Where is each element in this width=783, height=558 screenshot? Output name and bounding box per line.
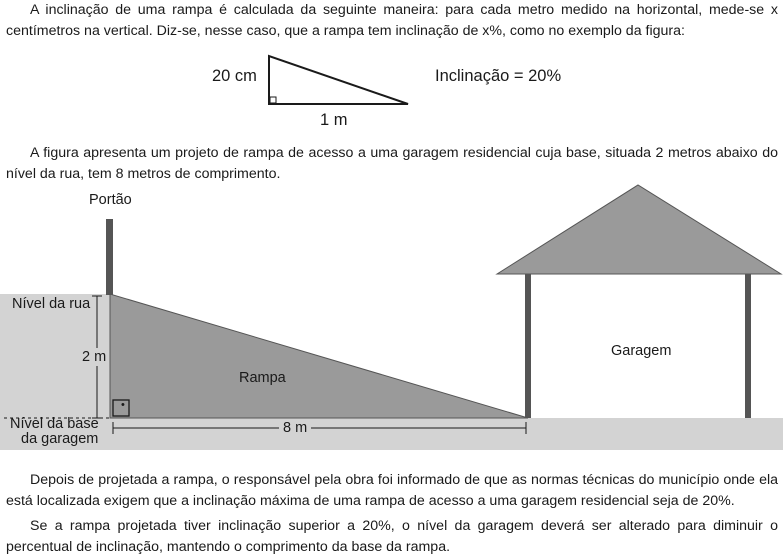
norms-paragraph: Depois de projetada a rampa, o responsável pela obra foi informado de que as normas técnicas do município onde ela está localizada exigem que a inclinação máxima de uma rampa de acesso a uma garagem residencial seja de 20%. (6, 472, 778, 509)
base-length-label: 8 m (283, 420, 308, 436)
street-level-label: Nível da rua (12, 296, 91, 312)
gate-post (106, 219, 113, 295)
height-label: 2 m (82, 349, 107, 365)
garage-floor (0, 418, 783, 450)
example-caption: Inclinação = 20% (435, 67, 562, 85)
ramp-triangle (110, 294, 528, 418)
right-angle-dot: • (121, 399, 125, 411)
garage-label: Garagem (611, 343, 672, 359)
example-horizontal-label: 1 m (320, 111, 348, 129)
garage-pillar-right (745, 274, 751, 418)
garage-pillar-left (525, 274, 531, 418)
intro-paragraph: A inclinação de uma rampa é calculada da seguinte maneira: para cada metro medido na horizontal, mede-se x centímetros na vertical. Diz-se, nesse caso, que a rampa tem inclinação de x%, como no exemplo da figura: (6, 2, 778, 39)
question-paragraph: Se a rampa projetada tiver inclinação superior a 20%, o nível da garagem deverá ser alterado para diminuir o percentual de inclinação, mantendo o comprimento da base da rampa. (6, 518, 778, 555)
example-triangle (269, 56, 408, 104)
base-level-label-line1: Nível da base (10, 416, 99, 432)
example-vertical-label: 20 cm (212, 67, 257, 85)
gate-label: Portão (89, 192, 132, 208)
project-paragraph: A figura apresenta um projeto de rampa de acesso a uma garagem residencial cuja base, situada 2 metros abaixo do nível da rua, tem 8 metros de comprimento. (6, 145, 778, 182)
garage-roof (497, 185, 781, 274)
base-level-label-line2: da garagem (21, 431, 99, 447)
ramp-label: Rampa (239, 370, 286, 386)
